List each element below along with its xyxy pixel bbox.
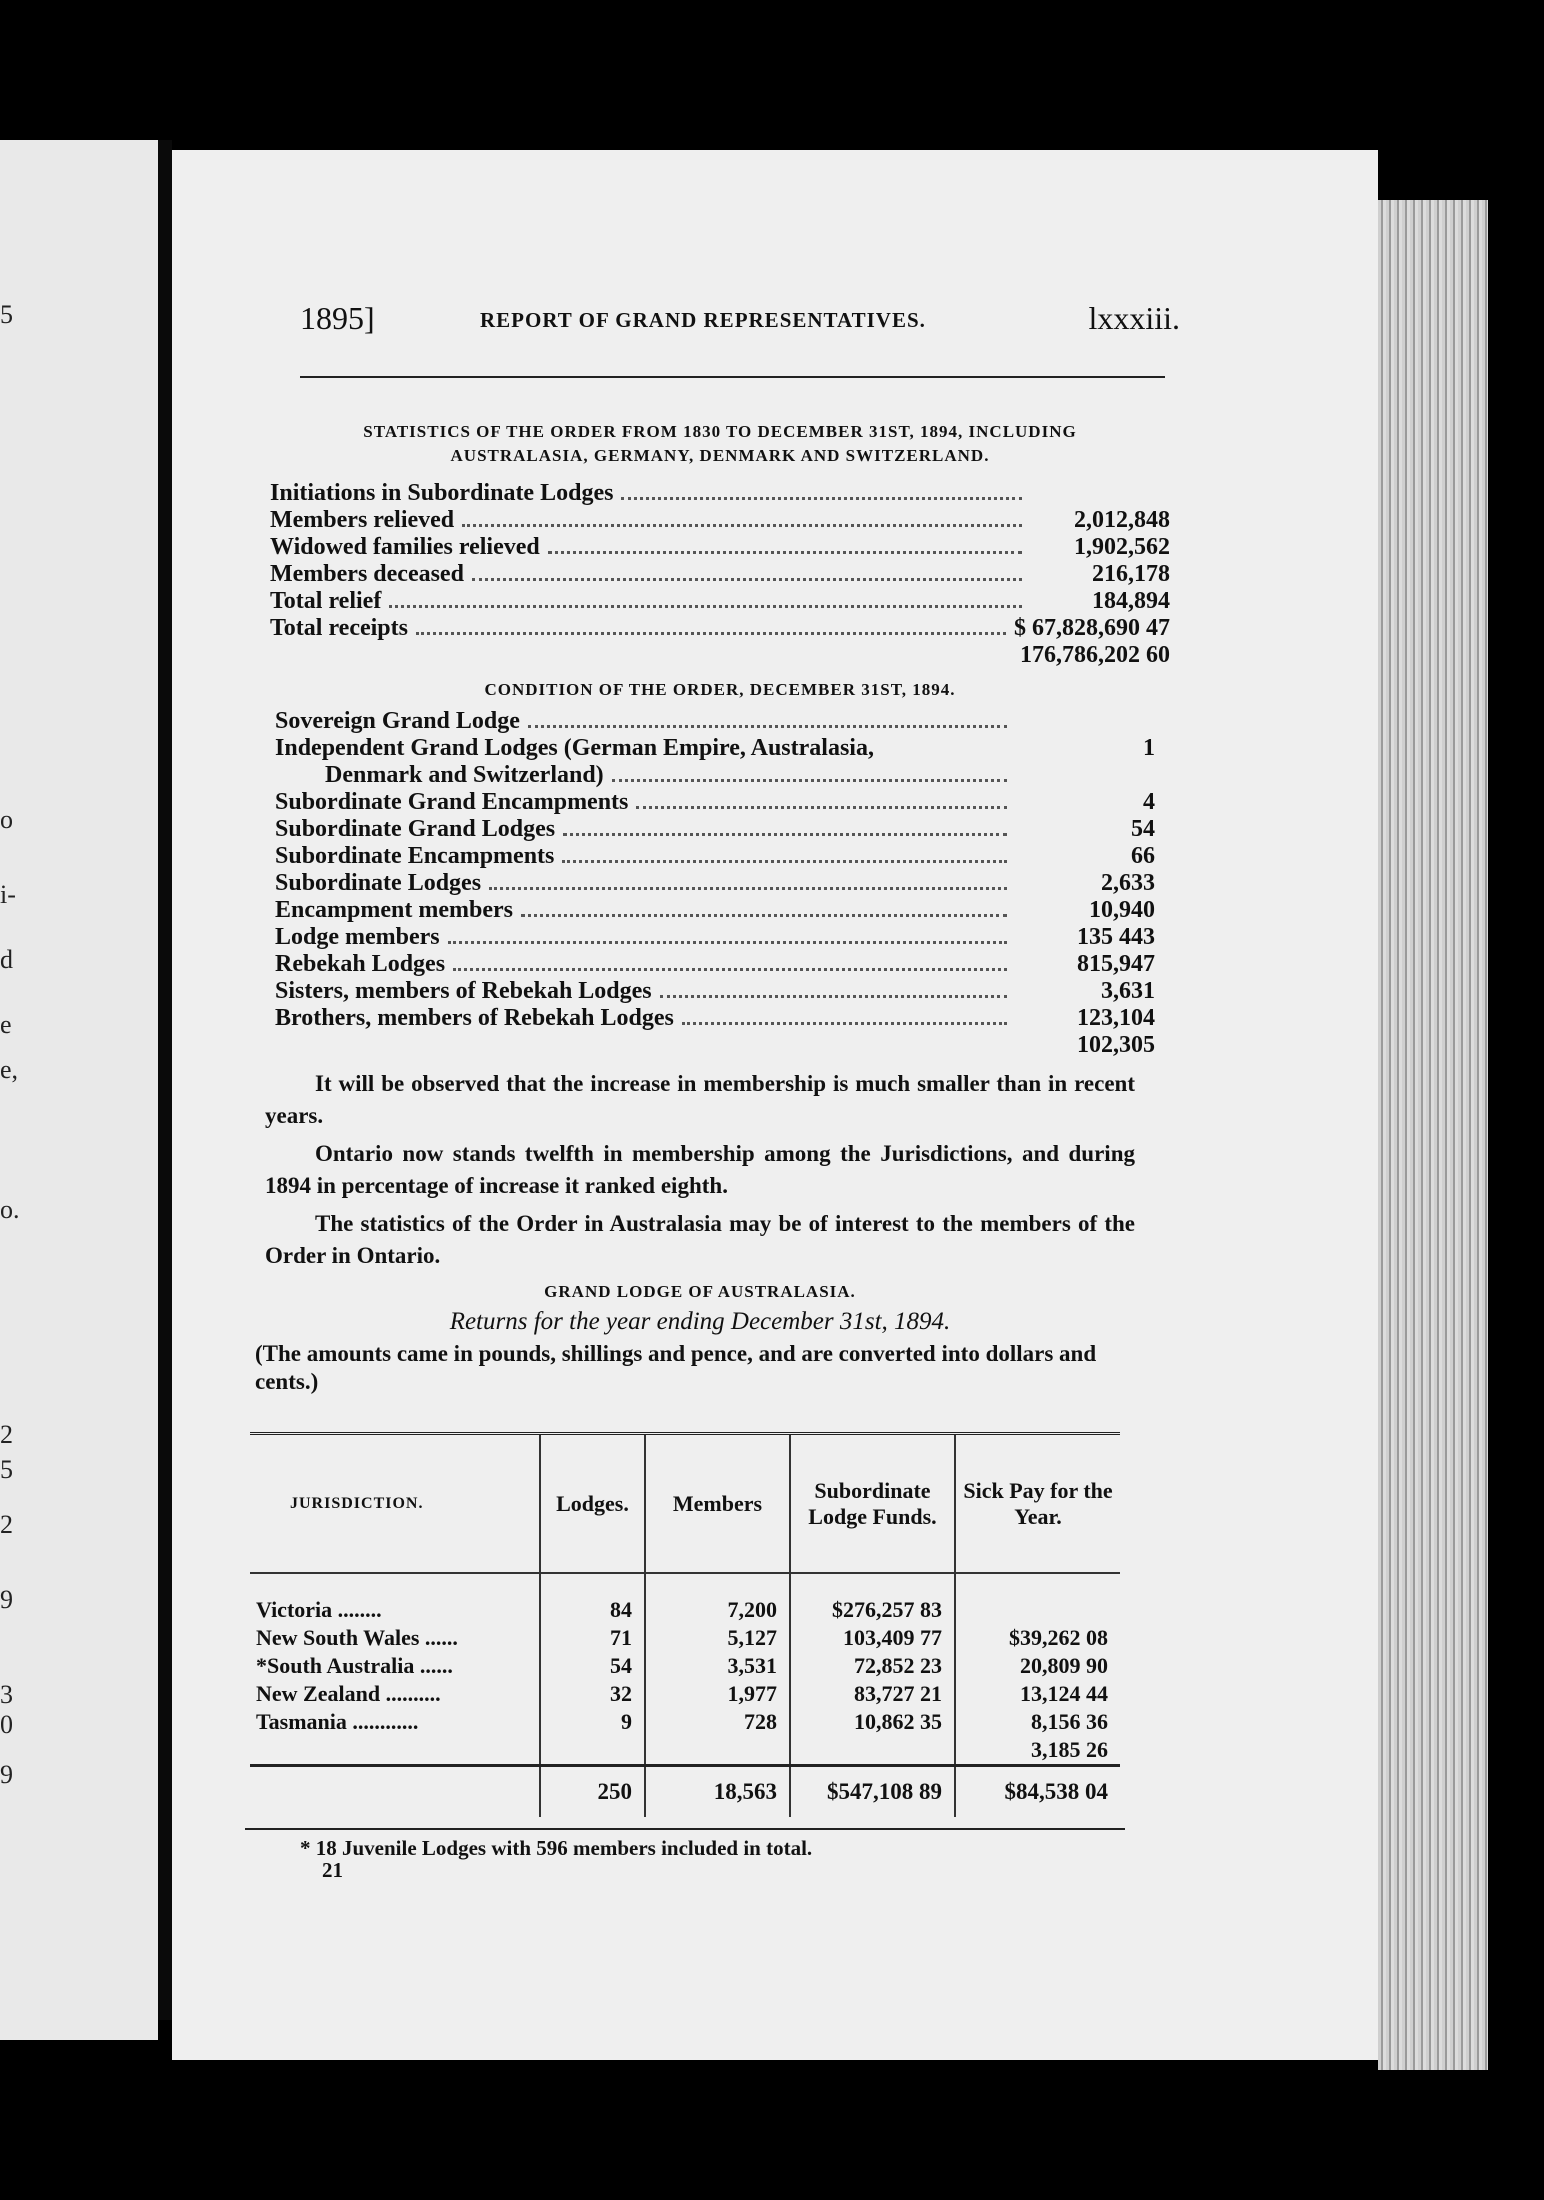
- cell-lodges: 54: [540, 1652, 645, 1680]
- condition-title: CONDITION OF THE ORDER, DECEMBER 31ST, 1894.: [484, 680, 956, 699]
- cell-lodges: [540, 1736, 645, 1766]
- left-page-glyph: 0: [0, 1710, 13, 1739]
- condition-label: Subordinate Lodges: [275, 870, 482, 896]
- cell-funds: $276,257 83: [790, 1596, 955, 1624]
- stat-row: [270, 480, 1170, 507]
- running-header: [300, 300, 1180, 360]
- stat-value: 2,012,848: [1074, 507, 1170, 533]
- condition-value: 54: [1131, 816, 1155, 842]
- left-page-glyph: 5: [0, 300, 13, 329]
- condition-value: 3,631: [1101, 978, 1155, 1004]
- condition-value: 123,104: [1077, 1005, 1155, 1031]
- stat-row: [270, 588, 1170, 615]
- stat-value: 176,786,202 60: [1020, 642, 1170, 668]
- cell-lodges: 71: [540, 1624, 645, 1652]
- paragraph: Ontario now stands twelfth in membership among the Jurisdictions, and during 1894 in percentage of increase it ranked eighth.: [265, 1141, 1135, 1198]
- condition-row: [275, 816, 1155, 843]
- cell-funds: [790, 1736, 955, 1766]
- condition-row: [275, 708, 1155, 735]
- condition-label: Brothers, members of Rebekah Lodges: [275, 1005, 674, 1031]
- condition-row: [275, 735, 1155, 762]
- cell-sick-pay: 13,124 44: [955, 1680, 1120, 1708]
- condition-value: 10,940: [1089, 897, 1155, 923]
- cell-lodges: 84: [540, 1596, 645, 1624]
- cell-jurisdiction: Victoria ........: [256, 1597, 382, 1622]
- footnote: * 18 Juvenile Lodges with 596 members included in total.: [300, 1836, 813, 1860]
- paragraph: It will be observed that the increase in membership is much smaller than in recent years.: [265, 1071, 1135, 1128]
- cell-members: [645, 1736, 790, 1766]
- left-page-glyph: i-: [0, 880, 16, 909]
- statistics-title-line1: STATISTICS OF THE ORDER FROM 1830 TO DECEMBER 31ST, 1894, INCLUDING: [363, 422, 1077, 441]
- cell-jurisdiction: Tasmania ............: [256, 1709, 419, 1734]
- cell-sick-pay: 8,156 36: [955, 1708, 1120, 1736]
- left-page-glyph: 3: [0, 1680, 13, 1709]
- condition-label: Subordinate Encampments: [275, 843, 555, 869]
- table-totals-row: [250, 1766, 1120, 1818]
- cell-sick-pay: 20,809 90: [955, 1652, 1120, 1680]
- condition-row: [275, 978, 1155, 1005]
- col-header-lodges: Lodges.: [540, 1434, 645, 1574]
- footnote-rule: [245, 1828, 1125, 1830]
- condition-row: [275, 1005, 1155, 1032]
- condition-value: 815,947: [1077, 951, 1155, 977]
- condition-list: [275, 708, 1155, 1059]
- statistics-list: [270, 480, 1170, 669]
- cell-sick-pay: [955, 1596, 1120, 1624]
- header-page-number: lxxxiii.: [1088, 300, 1180, 336]
- cell-members: 1,977: [645, 1680, 790, 1708]
- header-year: 1895]: [300, 300, 375, 336]
- condition-row: [275, 843, 1155, 870]
- cell-members: 728: [645, 1708, 790, 1736]
- stat-row: [270, 615, 1170, 642]
- cell-funds: 72,852 23: [790, 1652, 955, 1680]
- stat-value: 1,902,562: [1074, 534, 1170, 560]
- grand-lodge-subtitle: Returns for the year ending December 31st, 1894.: [449, 1308, 951, 1335]
- table-row: [250, 1736, 1120, 1766]
- table-row: [250, 1596, 1120, 1624]
- condition-value: 2,633: [1101, 870, 1155, 896]
- stat-value: $ 67,828,690 47: [1014, 615, 1170, 641]
- cell-jurisdiction: *South Australia ......: [256, 1653, 453, 1678]
- cell-funds: 83,727 21: [790, 1680, 955, 1708]
- cell-jurisdiction: [250, 1736, 540, 1766]
- condition-value: 1: [1143, 735, 1155, 761]
- condition-label: Denmark and Switzerland): [325, 762, 604, 788]
- stat-value: 184,894: [1092, 588, 1170, 614]
- cell-jurisdiction: New Zealand ..........: [256, 1681, 441, 1706]
- condition-label: Sisters, members of Rebekah Lodges: [275, 978, 652, 1004]
- cell-jurisdiction: New South Wales ......: [256, 1625, 458, 1650]
- header-rule: [300, 376, 1165, 378]
- condition-label: Subordinate Grand Encampments: [275, 789, 629, 815]
- table-row: [250, 1652, 1120, 1680]
- stat-row: [270, 507, 1170, 534]
- stat-label: Widowed families relieved: [270, 534, 540, 560]
- table-row: [250, 1624, 1120, 1652]
- table-top-rule: [250, 1422, 1120, 1434]
- jurisdiction-table: [250, 1422, 1120, 1817]
- cell-members: 3,531: [645, 1652, 790, 1680]
- stat-label: Initiations in Subordinate Lodges: [270, 480, 614, 506]
- condition-row: [275, 924, 1155, 951]
- cell-members: 7,200: [645, 1596, 790, 1624]
- grand-lodge-title: GRAND LODGE OF AUSTRALASIA.: [544, 1282, 856, 1301]
- total-lodges: 250: [540, 1766, 645, 1818]
- signature-number: 21: [322, 1858, 343, 1882]
- stat-row: [270, 534, 1170, 561]
- condition-row: [275, 951, 1155, 978]
- left-page-glyph: e: [0, 1010, 12, 1039]
- col-header-funds: Subordinate Lodge Funds.: [790, 1434, 955, 1574]
- condition-row: [275, 762, 1155, 789]
- total-members: 18,563: [645, 1766, 790, 1818]
- left-page-glyph: 2: [0, 1420, 13, 1449]
- total-sick-pay: $84,538 04: [955, 1766, 1120, 1818]
- stat-row: [270, 561, 1170, 588]
- cell-lodges: 9: [540, 1708, 645, 1736]
- left-page-glyph: 5: [0, 1455, 13, 1484]
- col-header-sick-pay: Sick Pay for the Year.: [955, 1434, 1120, 1574]
- statistics-title: [280, 420, 1160, 468]
- stat-value: 216,178: [1092, 561, 1170, 587]
- condition-value: 102,305: [1077, 1032, 1155, 1058]
- condition-label: Encampment members: [275, 897, 513, 923]
- paragraph: The statistics of the Order in Australasia may be of interest to the members of the Order in Ontario.: [265, 1211, 1135, 1268]
- statistics-title-line2: AUSTRALASIA, GERMANY, DENMARK AND SWITZERLAND.: [450, 446, 990, 465]
- left-page-glyph: 9: [0, 1760, 13, 1789]
- total-funds: $547,108 89: [790, 1766, 955, 1818]
- header-title: REPORT OF GRAND REPRESENTATIVES.: [480, 308, 926, 332]
- left-page-glyph: 2: [0, 1510, 13, 1539]
- condition-row: [275, 789, 1155, 816]
- table-row: [250, 1708, 1120, 1736]
- col-header-jurisdiction: JURISDICTION.: [250, 1434, 540, 1574]
- condition-value: 135 443: [1077, 924, 1155, 950]
- cell-funds: 10,862 35: [790, 1708, 955, 1736]
- condition-value: 66: [1131, 843, 1155, 869]
- condition-row: [275, 870, 1155, 897]
- cell-funds: 103,409 77: [790, 1624, 955, 1652]
- stat-label: Total receipts: [270, 615, 408, 641]
- condition-label: Rebekah Lodges: [275, 951, 446, 977]
- condition-label: Sovereign Grand Lodge: [275, 708, 520, 734]
- stat-label: Members deceased: [270, 561, 464, 587]
- cell-total-label: [250, 1766, 540, 1818]
- cell-lodges: 32: [540, 1680, 645, 1708]
- stat-label: Members relieved: [270, 507, 455, 533]
- col-header-members: Members: [645, 1434, 790, 1574]
- left-page-glyph: e,: [0, 1055, 19, 1084]
- body-paragraphs: [265, 1068, 1135, 1278]
- left-page-glyph: d: [0, 945, 13, 974]
- stat-row: [270, 642, 1170, 669]
- condition-label: Lodge members: [275, 924, 440, 950]
- condition-label: Subordinate Grand Lodges: [275, 816, 556, 842]
- stat-label: Total relief: [270, 588, 382, 614]
- left-page-edge: [0, 140, 158, 2040]
- cell-sick-pay: $39,262 08: [955, 1624, 1120, 1652]
- condition-value: 4: [1143, 789, 1155, 815]
- condition-label: Independent Grand Lodges (German Empire, Australasia,: [275, 735, 874, 761]
- page-edges: [1378, 200, 1488, 2070]
- condition-row: [275, 1032, 1155, 1059]
- table-row: [250, 1680, 1120, 1708]
- table-header-row: [250, 1434, 1120, 1574]
- condition-row: [275, 897, 1155, 924]
- cell-sick-pay: 3,185 26: [955, 1736, 1120, 1766]
- grand-lodge-note: (The amounts came in pounds, shillings and pence, and are converted into dollars and cents.): [255, 1341, 1097, 1394]
- left-page-glyph: 9: [0, 1585, 13, 1614]
- book-gutter: [158, 140, 172, 2020]
- left-page-glyph: o: [0, 805, 13, 834]
- left-page-glyph: o.: [0, 1195, 20, 1224]
- cell-members: 5,127: [645, 1624, 790, 1652]
